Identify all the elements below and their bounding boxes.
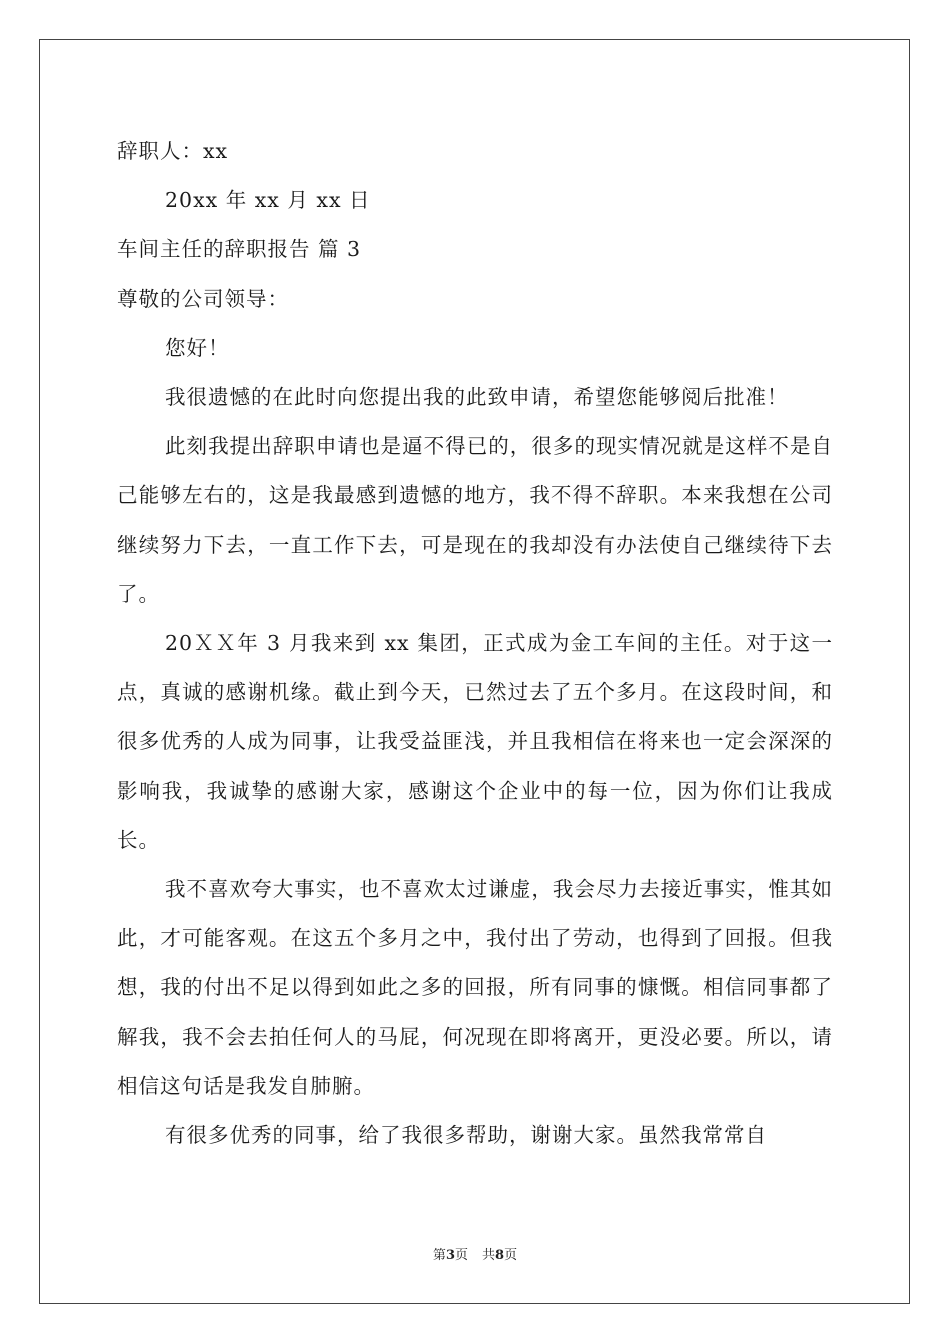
page-footer [0, 1247, 950, 1265]
date-line: 20xx 年 xx 月 xx 日 [165, 188, 371, 213]
total-suffix: 页 [504, 1248, 518, 1263]
total-prefix: 共 [482, 1248, 496, 1263]
paragraph: 20ＸＸ年 3 月我来到 xx 集团，正式成为金工车间的主任。对于这一点，真诚的感谢机缘。截止到今天，已然过去了五个多月。在这段时间，和很多优秀的人成为同事，让我受益匪浅，并且我相信在将来也一定会深深的影响我，我诚挚的感谢大家，感谢这个企业中的每一位，因为你们让我成长。 [117, 631, 833, 852]
paragraph: 我很遗憾的在此时向您提出我的此致申请，希望您能够阅后批准！ [165, 385, 789, 410]
paragraph: 此刻我提出辞职申请也是逼不得已的，很多的现实情况就是这样不是自己能够左右的，这是我最感到遗憾的地方，我不得不辞职。本来我想在公司继续努力下去，一直工作下去，可是现在的我却没有办法使自己继续待下去了。 [117, 434, 833, 606]
signer-line: 辞职人：xx [117, 139, 229, 163]
greeting: 您好！ [165, 335, 230, 360]
paragraph: 我不喜欢夸大事实，也不喜欢太过谦虚，我会尽力去接近事实，惟其如此，才可能客观。在这五个多月之中，我付出了劳动，也得到了回报。但我想，我的付出不足以得到如此之多的回报，所有同事的慷慨。相信同事都了解我，我不会去拍任何人的马屁，何况现在即将离开，更没必要。所以，请相信这句话是我发自肺腑。 [117, 877, 833, 1098]
page-number: 3 [445, 1248, 455, 1263]
document-body [117, 127, 833, 1160]
total-pages: 8 [495, 1248, 505, 1263]
page-prefix: 第 [432, 1248, 446, 1263]
section-title: 车间主任的辞职报告 篇 3 [117, 237, 362, 262]
paragraph: 有很多优秀的同事，给了我很多帮助，谢谢大家。虽然我常常自 [165, 1123, 767, 1148]
page-suffix: 页 [454, 1248, 468, 1263]
salutation: 尊敬的公司领导： [117, 286, 289, 311]
